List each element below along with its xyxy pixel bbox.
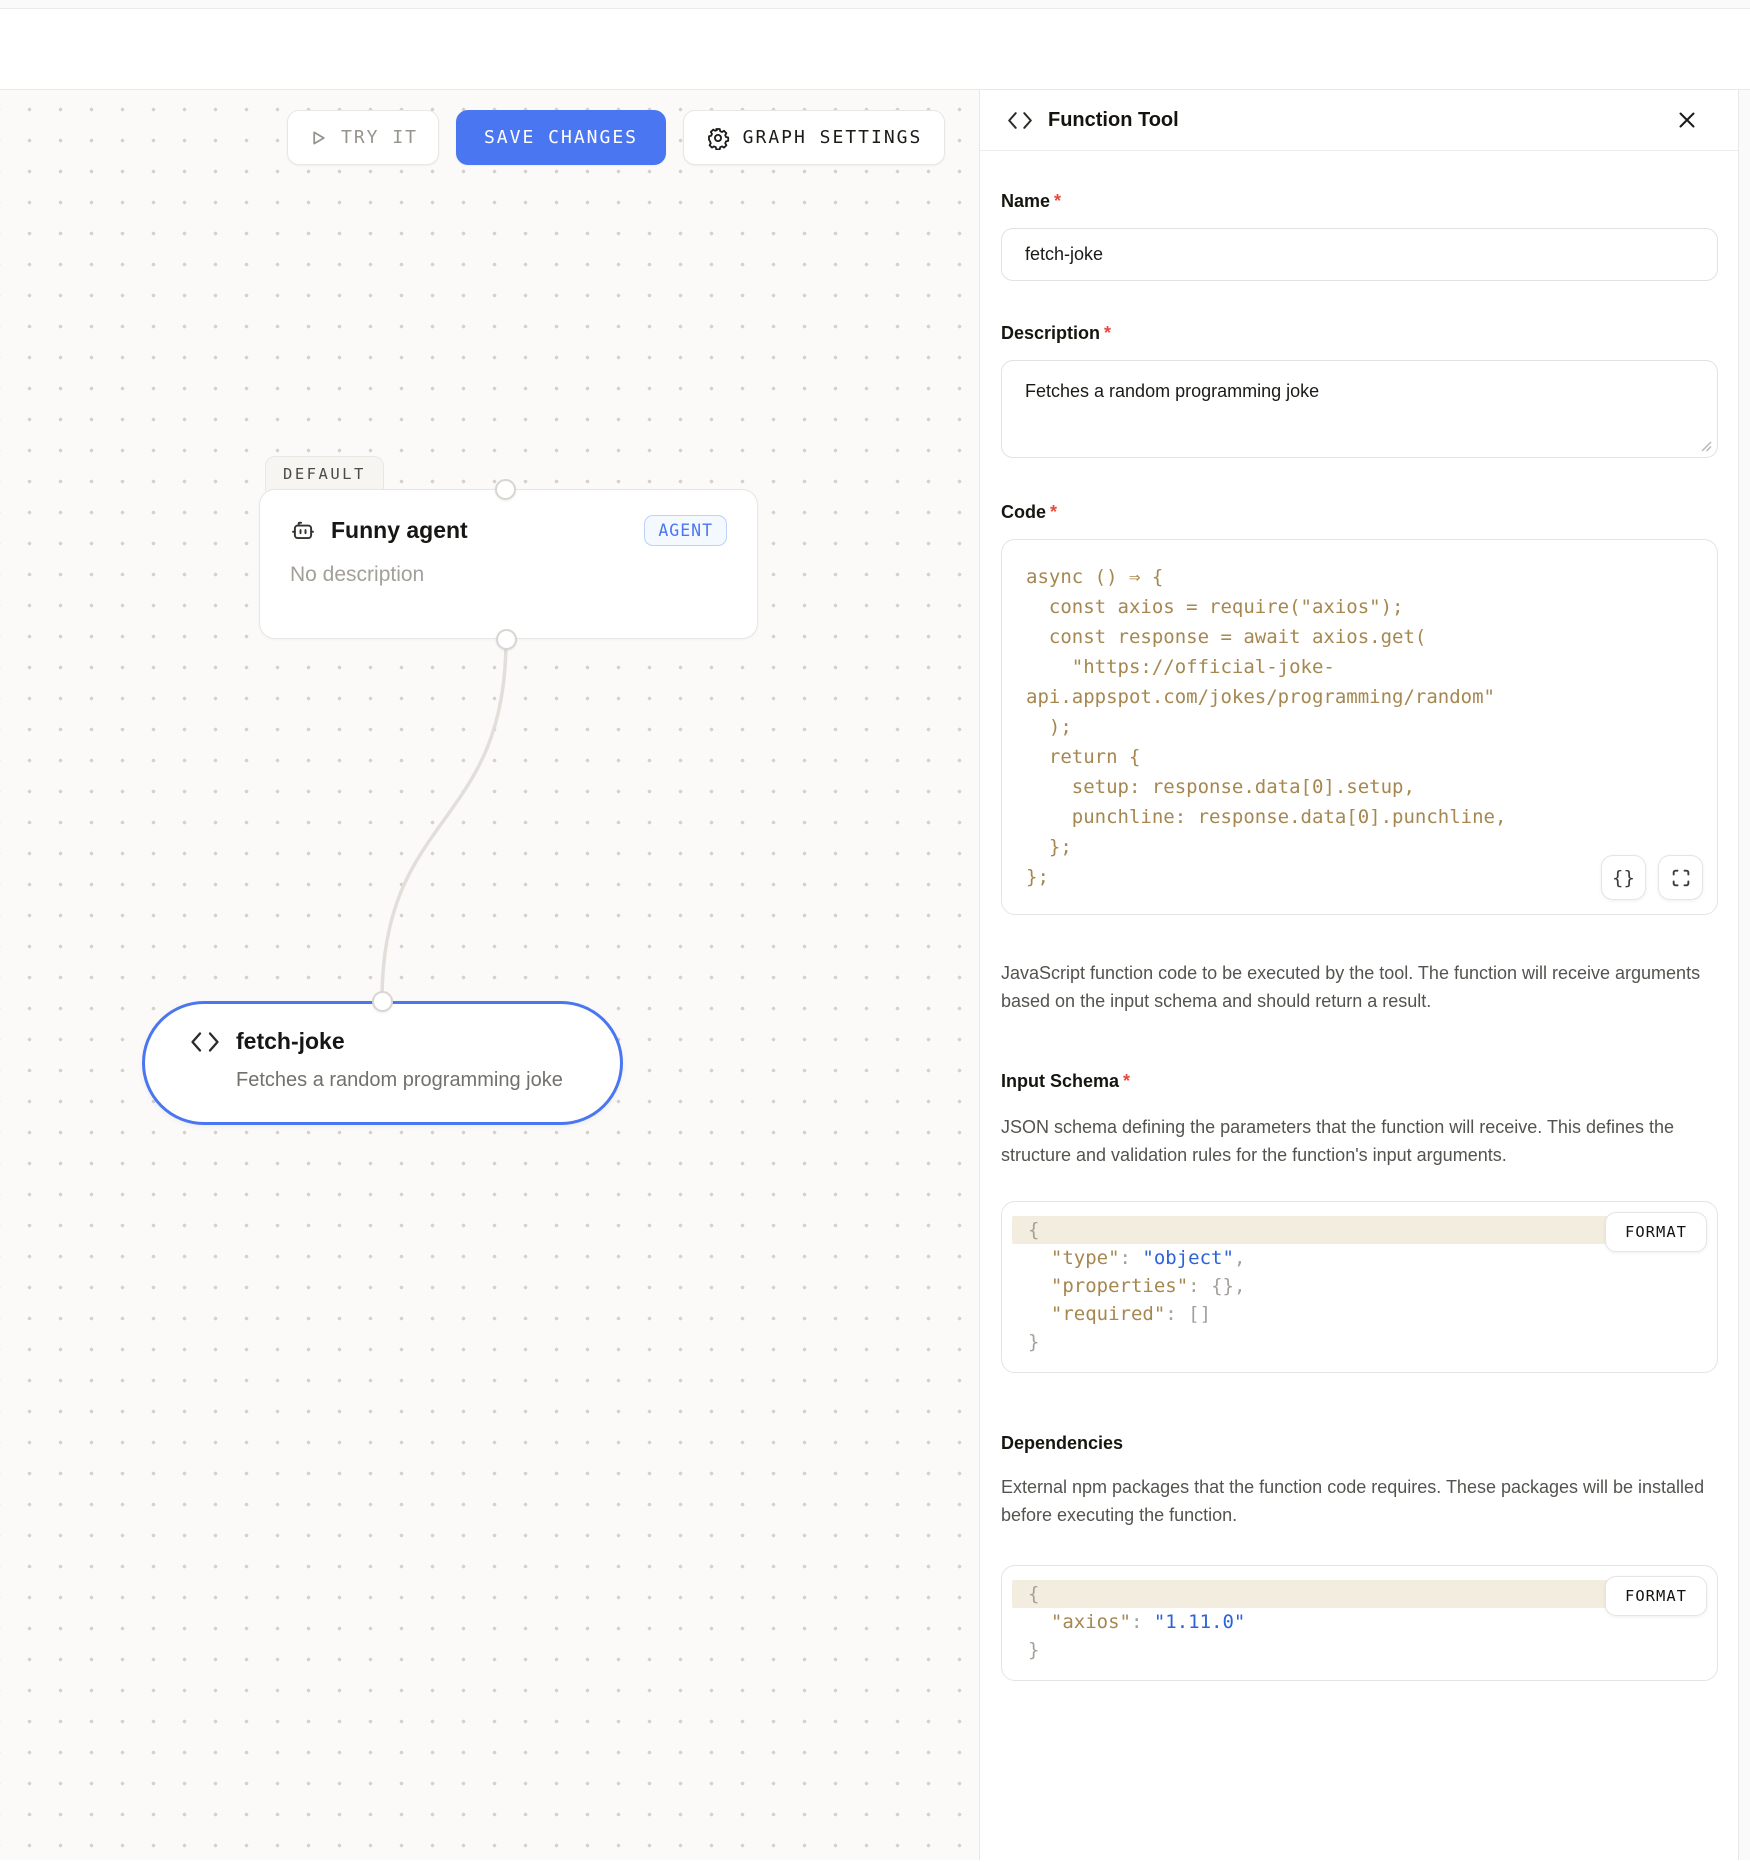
close-panel-button[interactable] bbox=[1672, 105, 1702, 135]
input-schema-label: Input Schema * bbox=[1001, 1071, 1131, 1091]
agent-node-description: No description bbox=[290, 563, 425, 586]
tool-node-description: Fetches a random programming joke bbox=[236, 1069, 563, 1091]
agent-node-title: Funny agent bbox=[331, 517, 468, 543]
graph-settings-label: GRAPH SETTINGS bbox=[742, 127, 923, 148]
format-braces-button[interactable]: {} bbox=[1601, 855, 1646, 900]
required-asterisk: * bbox=[1123, 1071, 1131, 1091]
edge-agent-to-tool[interactable] bbox=[382, 640, 506, 1000]
code-help-text: JavaScript function code to be executed by the tool. The function will receive arguments based on the input schema and should return a result. bbox=[1001, 963, 1701, 1011]
graph-canvas[interactable] bbox=[0, 90, 979, 1860]
dependencies-content: { "axios": "1.11.0" } bbox=[1002, 1580, 1717, 1664]
save-changes-button[interactable] bbox=[456, 110, 666, 165]
panel-body bbox=[980, 151, 1738, 1681]
tool-node-fetch-joke[interactable] bbox=[142, 1001, 623, 1125]
required-asterisk: * bbox=[1104, 323, 1112, 343]
robot-icon bbox=[290, 518, 316, 544]
fullscreen-button[interactable] bbox=[1658, 855, 1703, 900]
code-field-label: Code * bbox=[1001, 502, 1058, 522]
input-schema-editor[interactable] bbox=[1001, 1201, 1718, 1373]
edge-layer bbox=[0, 90, 979, 1860]
panel-title: Function Tool bbox=[1048, 108, 1179, 131]
format-button[interactable]: FORMAT bbox=[1605, 1212, 1707, 1252]
code-icon bbox=[190, 1031, 220, 1053]
description-textarea[interactable] bbox=[1001, 360, 1718, 458]
name-input[interactable] bbox=[1001, 228, 1718, 281]
required-asterisk: * bbox=[1054, 191, 1062, 211]
code-editor[interactable] bbox=[1001, 539, 1718, 915]
description-field-label: Description * bbox=[1001, 323, 1112, 343]
play-icon bbox=[308, 128, 328, 148]
window-top-strip bbox=[0, 0, 1750, 9]
name-field-label: Name * bbox=[1001, 191, 1062, 211]
required-asterisk: * bbox=[1050, 502, 1058, 522]
group-tab-default[interactable] bbox=[265, 456, 384, 491]
function-tool-icon bbox=[1007, 111, 1033, 130]
code-editor-content: async () ⇒ { const axios = require("axios"); const response = await axios.get( "https://official-joke- api.appspot.com/jokes/programming/random" ); return { setup: response.data[0].setup, punchline: response.data[0].punchline, }; }; bbox=[1026, 566, 1507, 888]
try-it-label: TRY IT bbox=[340, 127, 419, 148]
save-changes-label: SAVE CHANGES bbox=[483, 127, 639, 148]
dependencies-label: Dependencies bbox=[1001, 1433, 1124, 1453]
tool-node-target-handle[interactable] bbox=[372, 991, 393, 1012]
agent-node-target-handle[interactable] bbox=[495, 479, 516, 500]
gear-icon bbox=[706, 126, 730, 150]
canvas-toolbar bbox=[287, 110, 945, 165]
function-tool-panel bbox=[979, 90, 1738, 1860]
tool-node-title: fetch-joke bbox=[236, 1028, 345, 1054]
agent-node[interactable] bbox=[259, 489, 758, 639]
panel-header bbox=[980, 90, 1738, 151]
dependencies-help-text: External npm packages that the function code requires. These packages will be installed before executing the function. bbox=[1001, 1477, 1705, 1525]
agent-badge: AGENT bbox=[644, 515, 727, 546]
format-button[interactable]: FORMAT bbox=[1605, 1576, 1707, 1616]
agent-node-source-handle[interactable] bbox=[496, 629, 517, 650]
graph-settings-button[interactable] bbox=[683, 110, 945, 165]
top-bar bbox=[0, 9, 1750, 90]
scrollbar-gutter[interactable] bbox=[1738, 90, 1750, 1860]
try-it-button[interactable] bbox=[287, 110, 439, 165]
dependencies-editor[interactable] bbox=[1001, 1565, 1718, 1681]
input-schema-content: { "type": "object", "properties": {}, "required": [] } bbox=[1002, 1216, 1717, 1356]
input-schema-help-text: JSON schema defining the parameters that the function will receive. This defines the structure and validation rules for the function's input arguments. bbox=[1001, 1117, 1675, 1165]
group-tab-label: DEFAULT bbox=[283, 465, 366, 483]
